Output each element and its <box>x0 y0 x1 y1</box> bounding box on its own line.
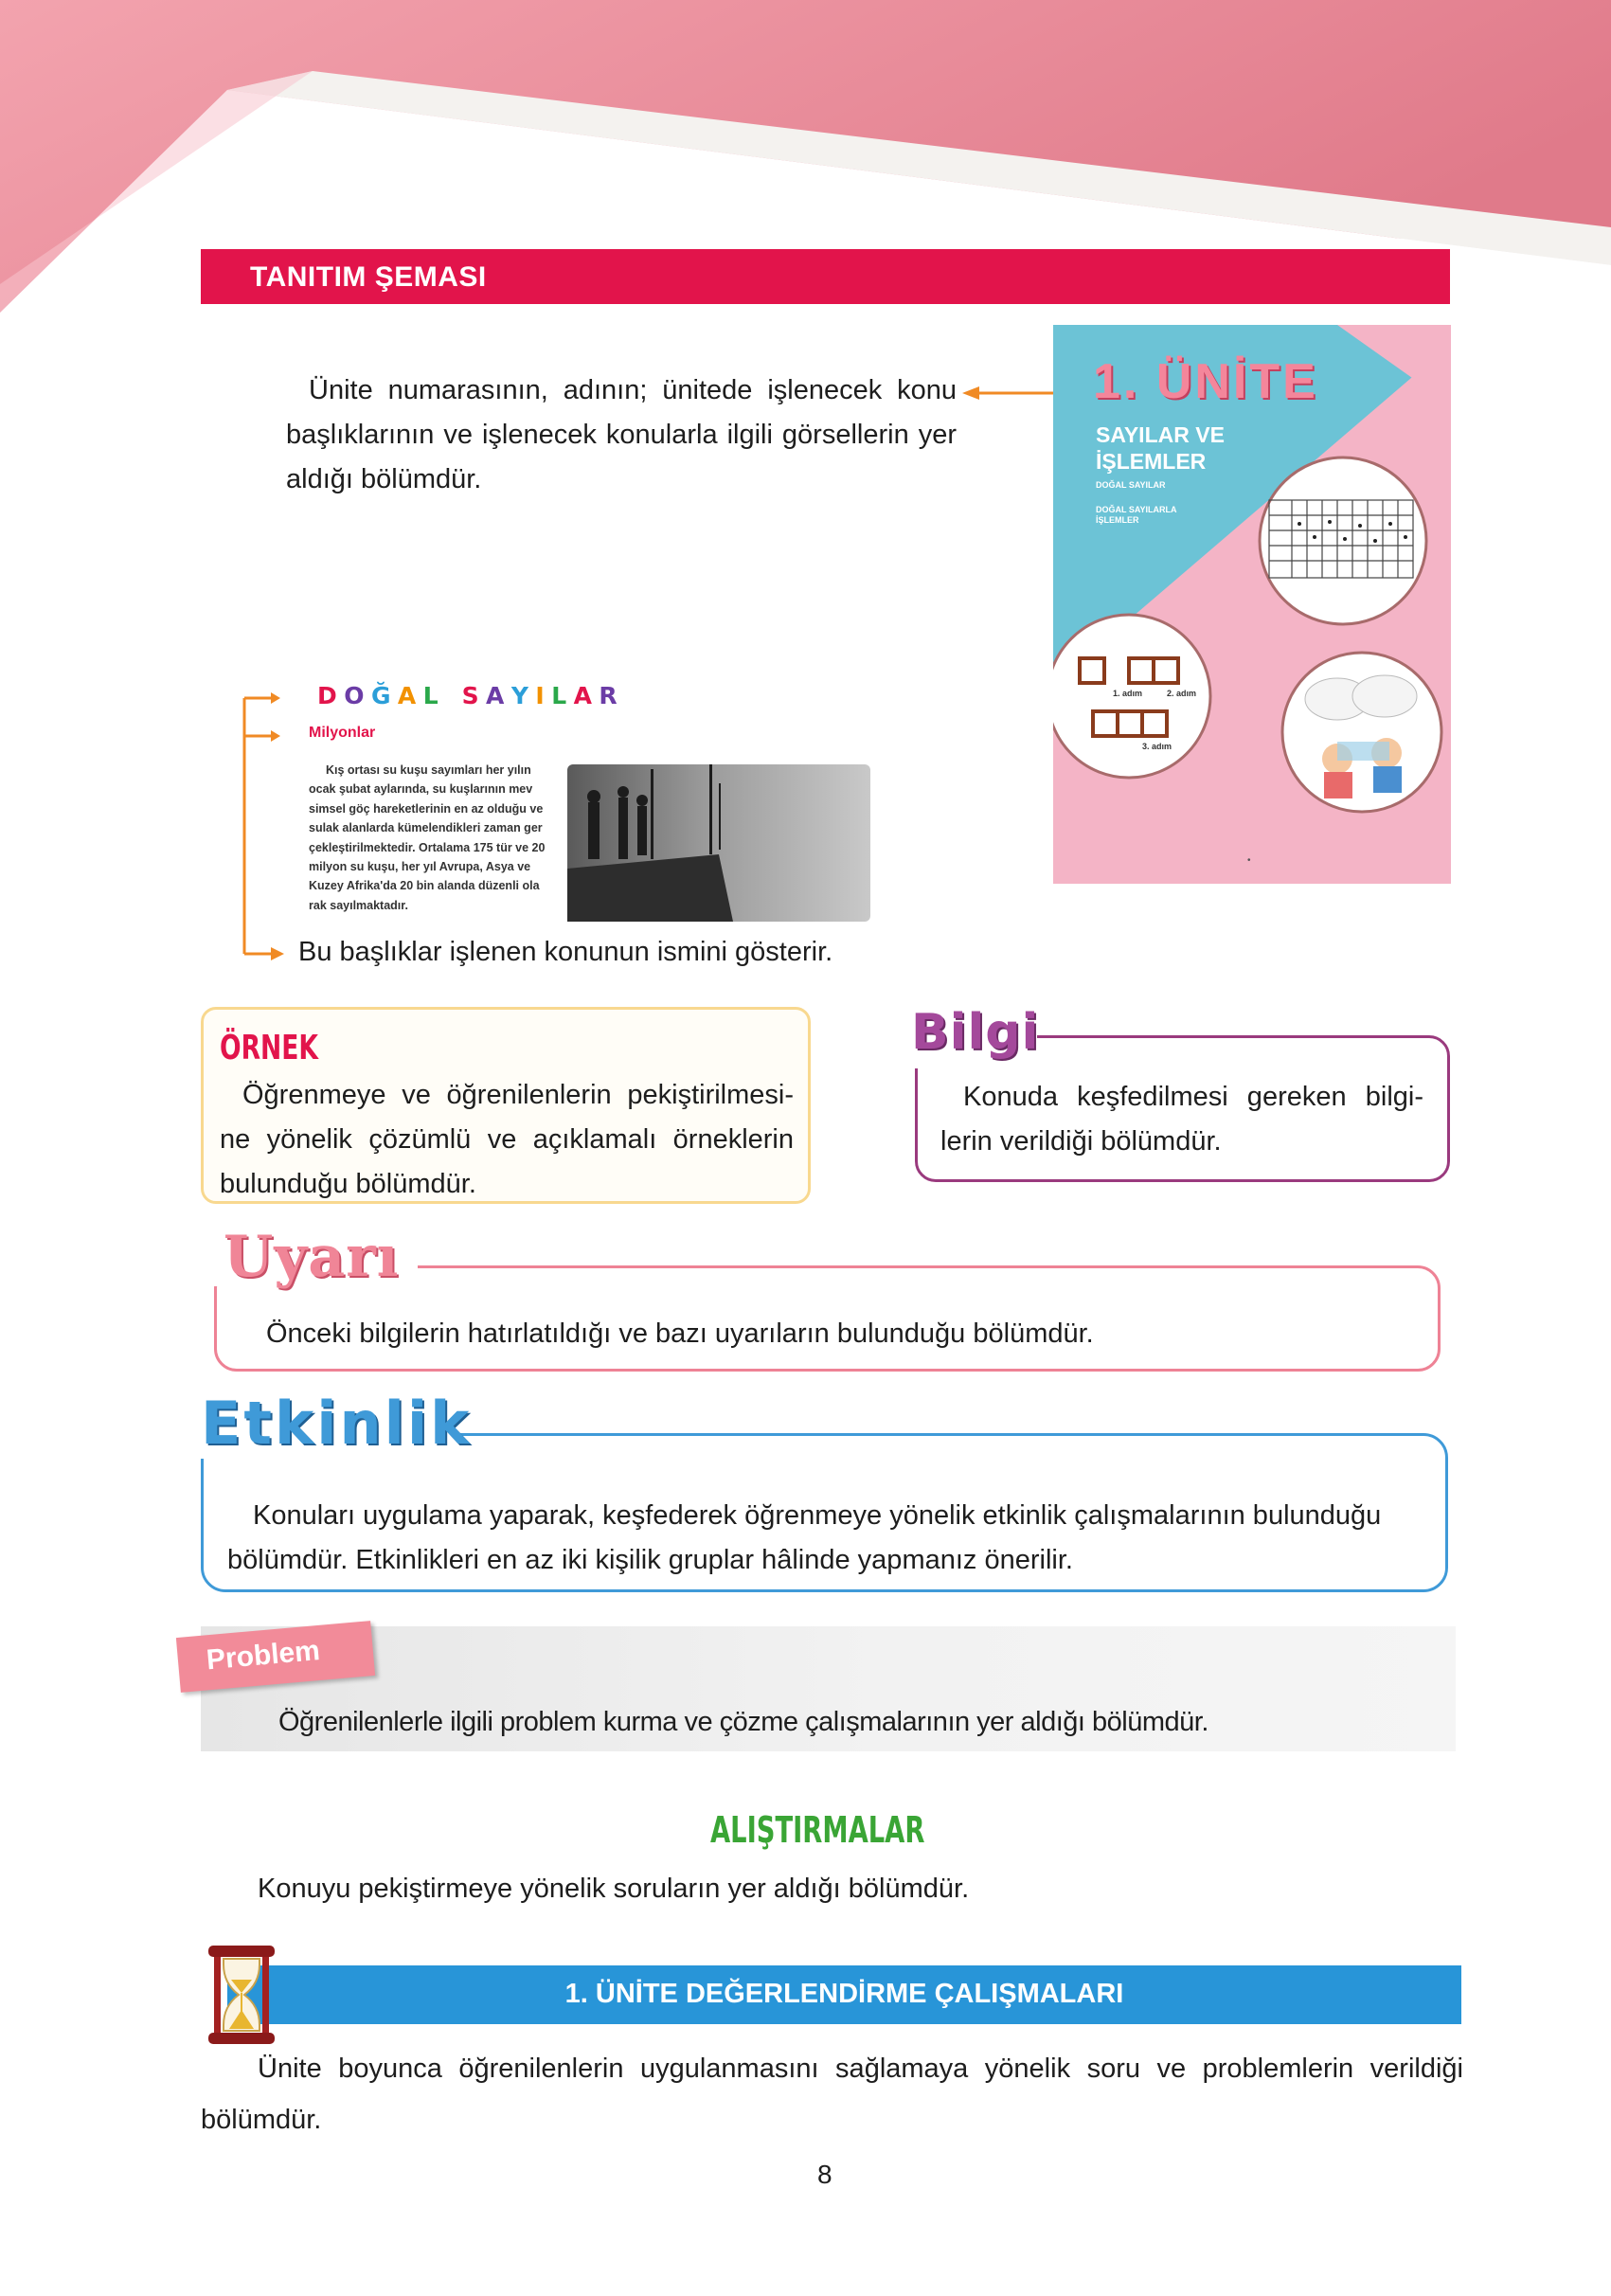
heading-letter: L <box>422 682 439 709</box>
degerlendirme-text <box>201 2043 1463 2145</box>
uyari-text: Önceki bilgilerin hatırlatıldığı ve bazı uyarıların bulunduğu bölümdür. <box>266 1318 1094 1349</box>
uyari-label: Uyarı <box>224 1224 400 1290</box>
etkinlik-label: Etkinlik <box>201 1389 473 1458</box>
alistirmalar-heading: ALIŞTIRMALAR <box>710 1809 925 1851</box>
dogal-bracket <box>235 682 301 966</box>
degerlendirme-line: Ünite boyunca öğrenilenlerin uygulanmasını sağlamaya yönelik soru ve problemlerin verildiği <box>258 2054 1463 2084</box>
heading-letter: O <box>344 682 365 709</box>
alistirmalar-text: Konuyu pekiştirmeye yönelik soruların yer aldığı bölümdür. <box>258 1874 970 1904</box>
problem-text: Öğrenilenlerle ilgili problem kurma ve çözme çalışmalarının yer aldığı bölümdür. <box>278 1707 1208 1737</box>
degerlendirme-bar <box>227 1965 1461 2024</box>
etkinlik-text <box>227 1494 1430 1583</box>
cover-unit-title: 1. ÜNİTE <box>1093 354 1318 409</box>
dogal-paragraph-line: çekleştirilmektedir. Ortalama 175 tür ve 20 <box>309 840 546 854</box>
dogal-paragraph <box>309 761 557 915</box>
cover-topic-1: DOĞAL SAYILAR <box>1096 480 1166 490</box>
heading-letter: I <box>535 682 545 709</box>
heading-letter: A <box>486 682 505 709</box>
etkinlik-line: Konuları uygulama yaparak, keşfederek öğrenmeye yönelik etkinlik çalışmalarının bulunduğu <box>253 1500 1382 1531</box>
heading-letter: R <box>599 682 618 709</box>
dogal-subheading: Milyonlar <box>309 725 376 741</box>
dogal-paragraph-line: Kış ortası su kuşu sayımları her yılın <box>326 763 531 777</box>
hourglass-icon <box>203 1942 280 2048</box>
heading-letter: D <box>317 682 337 709</box>
bilgi-line: lerin verildiği bölümdür. <box>940 1126 1222 1157</box>
ornek-text <box>220 1073 794 1207</box>
cover-step-label: 1. adım <box>1113 689 1143 698</box>
degerlendirme-line: bölümdür. <box>201 2105 322 2135</box>
dogal-paragraph-line: rak sayılmaktadır. <box>309 898 408 912</box>
heading-letter: A <box>397 682 417 709</box>
dogal-caption: Bu başlıklar işlenen konunun ismini gösterir. <box>298 937 833 967</box>
header-banner <box>201 249 1450 304</box>
unit-intro-text: Ünite numarasının, adının; ünitede işlenecek konu başlıklarının ve işlenecek konularla ilgili görsellerin yer aldığı bölümdür. <box>286 375 957 494</box>
dogal-paragraph-line: ocak şubat aylarında, su kuşlarının mev <box>309 782 533 797</box>
dogal-paragraph-line: sulak alanlarda kümelendikleri zaman ger <box>309 821 543 835</box>
dogal-sayilar-heading <box>317 682 620 709</box>
heading-letter: Ğ <box>370 682 391 709</box>
cover-page-dot: • <box>1247 855 1251 866</box>
ornek-line: Öğrenmeye ve öğrenilenlerin pekiştirilmesi- <box>242 1080 794 1110</box>
ornek-line: ne yönelik çözümlü ve açıklamalı örneklerin <box>220 1124 794 1155</box>
cover-step-label: 2. adım <box>1167 689 1197 698</box>
ornek-line: bulunduğu bölümdür. <box>220 1169 476 1199</box>
heading-letter: L <box>551 682 567 709</box>
birdwatching-photo <box>567 764 870 922</box>
page-title: TANITIM ŞEMASI <box>250 261 487 293</box>
unit-cover-thumbnail <box>1053 325 1451 884</box>
heading-letter: S <box>461 682 479 709</box>
dogal-paragraph-line: milyon su kuşu, her yıl Avrupa, Asya ve <box>309 860 531 874</box>
heading-letter: A <box>573 682 592 709</box>
cover-subtitle: SAYILAR VE İŞLEMLER <box>1096 422 1225 474</box>
dogal-paragraph-line: simsel göç hareketlerinin en az olduğu ve <box>309 801 544 816</box>
bilgi-label: Bilgi <box>911 1004 1040 1061</box>
page-number: 8 <box>817 2160 832 2189</box>
ornek-label: ÖRNEK <box>220 1029 318 1067</box>
bilgi-text <box>940 1075 1423 1164</box>
dogal-paragraph-line: Kuzey Afrika'da 20 bin alanda düzenli ola <box>309 879 540 893</box>
cover-topic-2: DOĞAL SAYILARLA İŞLEMLER <box>1096 505 1177 525</box>
bilgi-line: Konuda keşfedilmesi gereken bilgi- <box>963 1082 1423 1112</box>
heading-letter: Y <box>510 682 528 709</box>
etkinlik-line: bölümdür. Etkinlikleri en az iki kişilik gruplar hâlinde yapmanız önerilir. <box>227 1545 1073 1575</box>
degerlendirme-title: 1. ÜNİTE DEĞERLENDİRME ÇALIŞMALARI <box>564 1979 1124 2009</box>
cover-step-label: 3. adım <box>1142 742 1172 751</box>
problem-label: Problem <box>205 1634 322 1677</box>
